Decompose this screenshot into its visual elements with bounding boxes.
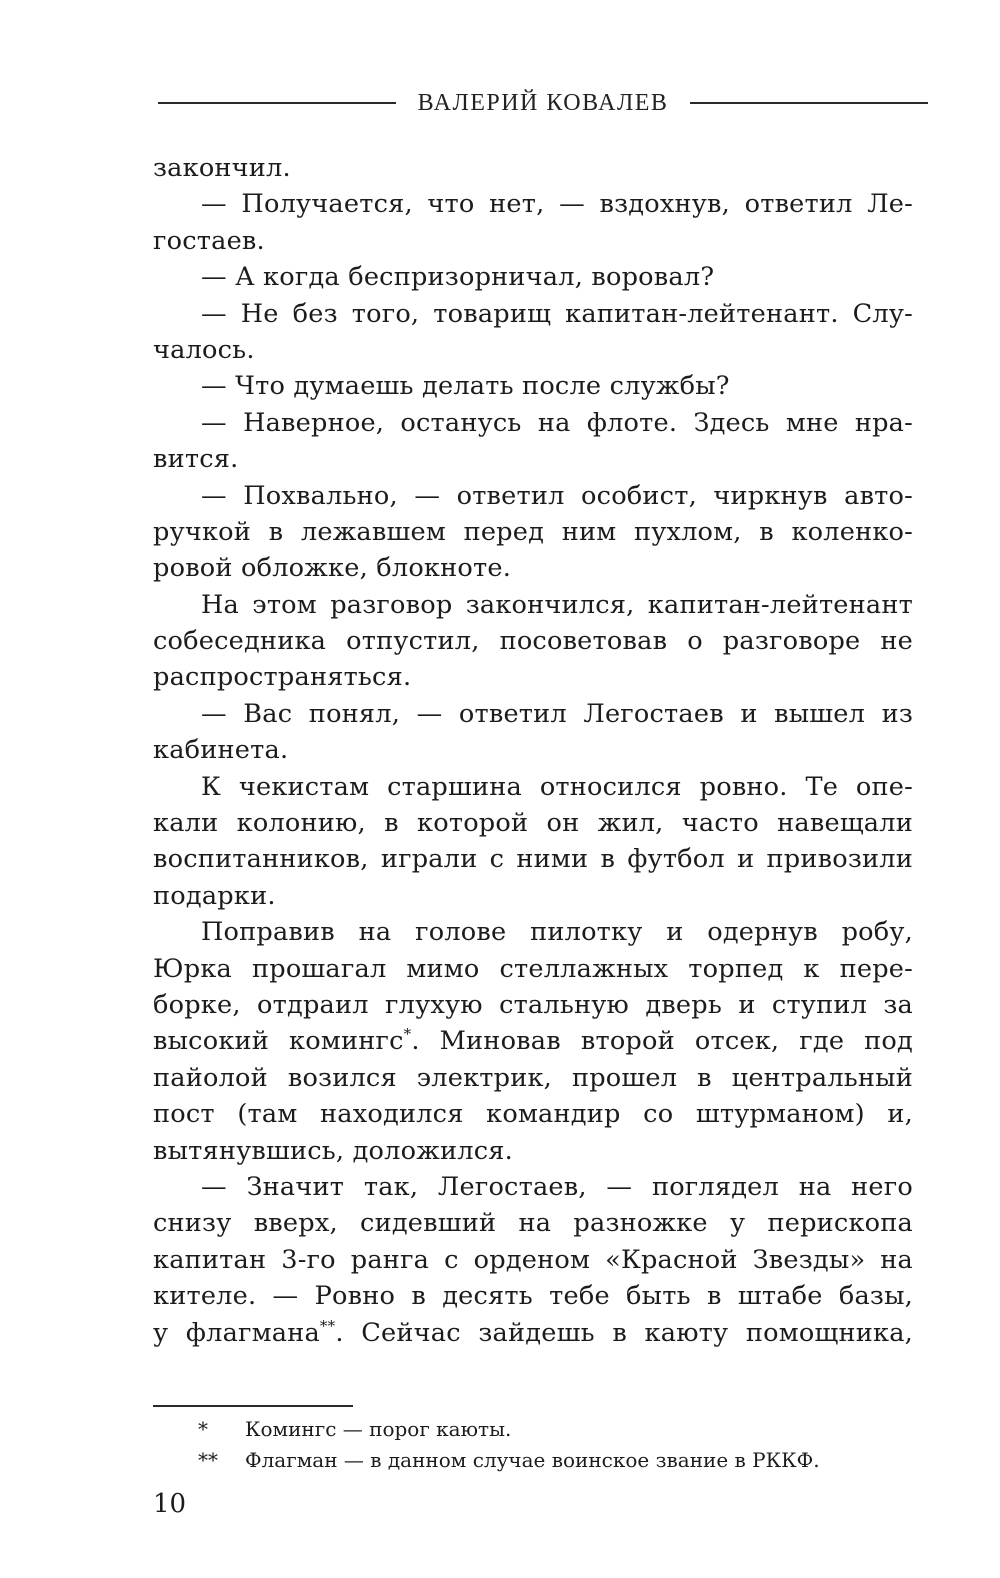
text-line: борке, отдраил глухую стальную дверь и ступил за: [153, 989, 913, 1020]
text-line: — Наверное, останусь на флоте. Здесь мне нра-: [201, 407, 913, 438]
footnote: [153, 1445, 913, 1476]
text-fragment: . Сейчас зайдешь в каюту помощника,: [335, 1317, 913, 1348]
text-line: [153, 1023, 913, 1059]
text-line: гостаев.: [153, 225, 265, 256]
text-line: [153, 1315, 913, 1351]
text-line: На этом разговор закончился, капитан-лейтенант: [201, 589, 913, 620]
footnote-rule: [153, 1405, 353, 1407]
text-line: Поправив на голове пилотку и одернув робу,: [201, 917, 913, 948]
text-line: распространяться.: [153, 662, 412, 693]
text-fragment: . Миновав второй отсек, где под: [411, 1026, 913, 1057]
text-fragment: у флагмана: [153, 1317, 320, 1348]
text-fragment: высокий комингс: [153, 1026, 404, 1057]
header-author: ВАЛЕРИЙ КОВАЛЕВ: [417, 89, 669, 116]
header-rule-right: [690, 102, 928, 104]
text-line: чалось.: [153, 334, 255, 365]
text-line: ровой обложке, блокноте.: [153, 553, 512, 584]
text-line: кабинета.: [153, 735, 289, 766]
page-number: 10: [153, 1489, 187, 1519]
footnote-mark: **: [198, 1448, 218, 1472]
text-line: — Вас понял, — ответил Легостаев и вышел из: [201, 698, 913, 729]
header-rule-left: [158, 102, 396, 104]
text-line: — Что думаешь делать после службы?: [201, 371, 730, 402]
text-line: вытянувшись, доложился.: [153, 1135, 513, 1166]
text-line: — Не без того, товарищ капитан-лейтенант. Слу-: [201, 298, 913, 329]
text-line: воспитанников, играли с ними в футбол и привозили: [153, 844, 913, 875]
text-line: ручкой в лежавшем перед ним пухлом, в коленко-: [153, 516, 913, 547]
text-line: К чекистам старшина относился ровно. Те опе-: [201, 771, 913, 802]
text-line: закончил.: [153, 153, 291, 183]
text-line: снизу вверх, сидевший на разножке у перископа: [153, 1208, 913, 1239]
text-line: капитан 3-го ранга с орденом «Красной Звезды» на: [153, 1244, 913, 1275]
text-line: подарки.: [153, 880, 276, 911]
text-line: кителе. — Ровно в десять тебе быть в штабе базы,: [153, 1281, 913, 1312]
body-text: [153, 150, 913, 1351]
text-line: пайолой возился электрик, прошел в центральный: [153, 1062, 913, 1093]
text-line: — Похвально, — ответил особист, чиркнув авто-: [201, 480, 913, 511]
text-line: — Получается, что нет, — вздохнув, ответил Ле-: [201, 189, 913, 220]
footnote-ref: *: [403, 1025, 412, 1044]
running-header: [158, 86, 928, 120]
footnote-text: Флагман — в данном случае воинское звание в РККФ.: [245, 1448, 820, 1472]
footnote: [153, 1414, 913, 1445]
text-line: — Значит так, Легостаев, — поглядел на него: [201, 1171, 913, 1202]
text-line: собеседника отпустил, посоветовав о разговоре не: [153, 626, 913, 657]
text-line: вится.: [153, 444, 239, 475]
footnotes: [153, 1414, 913, 1476]
footnote-text: Комингс — порог каюты.: [245, 1417, 512, 1441]
text-line: Юрка прошагал мимо стеллажных торпед к пере-: [153, 953, 913, 984]
footnote-mark: *: [198, 1417, 208, 1441]
footnote-ref: **: [319, 1316, 336, 1335]
text-line: пост (там находился командир со штурманом) и,: [153, 1099, 913, 1130]
text-line: — А когда беспризорничал, воровал?: [201, 262, 715, 293]
text-line: кали колонию, в которой он жил, часто навещали: [153, 808, 913, 839]
